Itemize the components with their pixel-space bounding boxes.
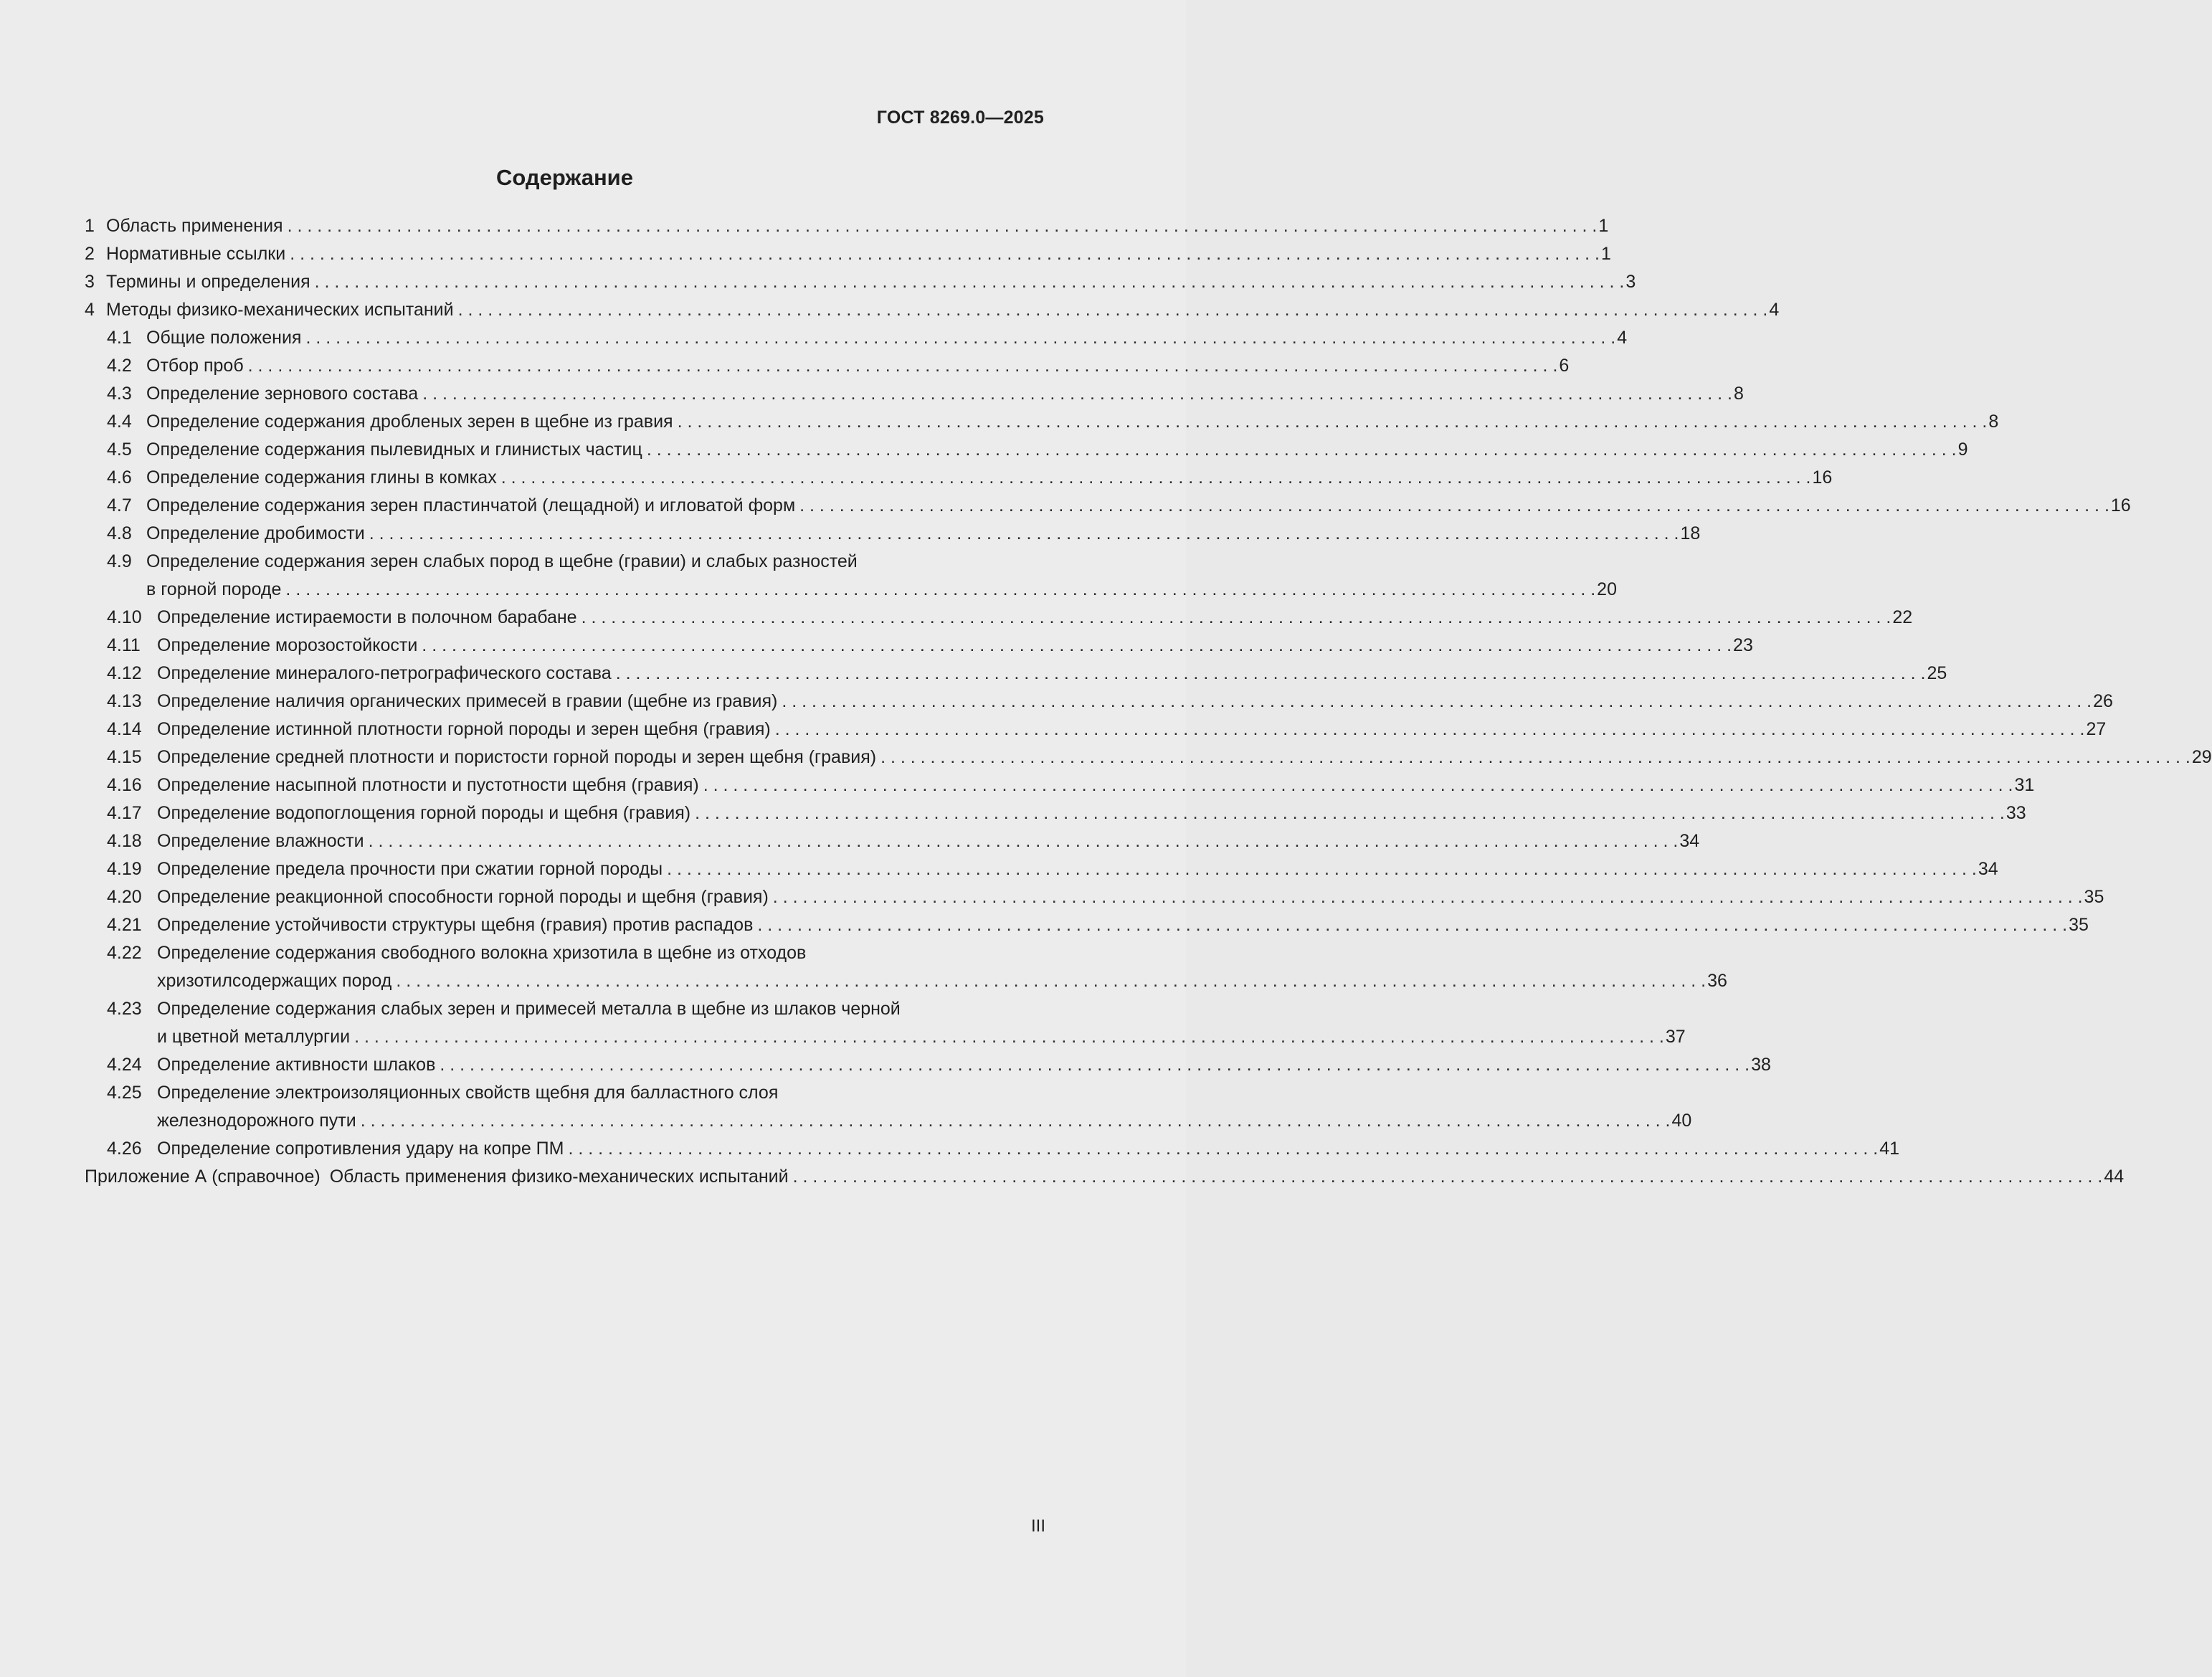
dot-leader: [248, 352, 1558, 380]
toc-entry-4-23[interactable]: [85, 995, 1686, 1051]
toc-entry-title: Область применения физико-механических испытаний: [329, 1167, 789, 1187]
toc-entry-title: Определение устойчивости структуры щебня (гравия) против распадов: [157, 915, 754, 935]
toc-entry-number: 2: [85, 244, 95, 264]
toc-entry-page: 16: [1812, 467, 1833, 488]
toc-entry-title: Термины и определения: [106, 272, 310, 292]
toc-entry-title-line2: хризотилсодержащих пород: [157, 971, 392, 991]
toc-entry-number: 4.2: [107, 356, 132, 376]
toc-entry-number: 4.4: [107, 412, 132, 432]
toc-entry-number: 4.8: [107, 523, 132, 543]
toc-entry-page: 3: [1625, 272, 1636, 292]
dot-leader: [678, 408, 1988, 436]
toc-title: Содержание: [496, 165, 633, 190]
toc-entry-page: 22: [1892, 607, 1913, 627]
toc-entry-title-line1: Определение содержания свободного волокна хризотила в щебне из отходов: [157, 943, 807, 963]
toc-entry-4-5[interactable]: [85, 436, 1968, 464]
dot-leader: [501, 464, 1811, 492]
toc-entry-4-19[interactable]: [85, 855, 1998, 883]
dot-leader: [703, 771, 2013, 799]
toc-entry-number: 4.24: [107, 1055, 142, 1075]
toc-entry-number: 4.20: [107, 887, 142, 907]
toc-entry-page: 38: [1751, 1055, 1771, 1075]
toc-entry-page: 1: [1598, 216, 1609, 236]
toc-entry-title: Область применения: [106, 216, 283, 236]
dot-leader: [667, 855, 1977, 883]
dot-leader: [369, 520, 1679, 548]
toc-entry-page: 20: [1597, 579, 1617, 599]
toc-entry-4-2[interactable]: [85, 352, 1570, 380]
toc-entry-number: 4.6: [107, 467, 132, 488]
toc-entry-title: Определение содержания глины в комках: [146, 467, 497, 488]
toc-entry-4-15[interactable]: [85, 744, 2212, 771]
toc-entry-number: 3: [85, 272, 95, 292]
toc-entry-4-21[interactable]: [85, 911, 2089, 939]
toc-entry-title: Определение содержания зерен пластинчатой (лещадной) и игловатой форм: [146, 495, 796, 516]
toc-entry-4-22[interactable]: [85, 939, 1727, 995]
toc-entry-title: Определение истираемости в полочном барабане: [157, 607, 577, 627]
toc-entry-page: 35: [2084, 887, 2104, 907]
toc-entry-page: 29: [2191, 747, 2212, 767]
toc-entry-title: Нормативные ссылки: [106, 244, 286, 264]
toc-entry-3[interactable]: [85, 268, 1636, 296]
toc-entry-title: Определение дробимости: [146, 523, 365, 543]
toc-entry-number: 4.19: [107, 859, 142, 879]
dot-leader: [775, 716, 2085, 744]
toc-entry-4-16[interactable]: [85, 771, 2035, 799]
toc-entry-page: 33: [2005, 803, 2026, 823]
toc-entry-page: 6: [1559, 356, 1570, 376]
dot-leader: [315, 268, 1625, 296]
toc-entry-number: 4.16: [107, 775, 142, 795]
toc-entry-number: 4.26: [107, 1139, 142, 1159]
toc-entry-number: Приложение А (справочное): [85, 1167, 321, 1187]
dot-leader: [285, 576, 1595, 604]
toc-entry-number: 4.3: [107, 384, 132, 404]
toc-entry-number: 4.10: [107, 607, 142, 627]
toc-entry-page: 40: [1671, 1111, 1692, 1131]
toc-entry-page: 18: [1680, 523, 1701, 543]
toc-entry-number: 4.9: [107, 551, 132, 571]
dot-leader: [782, 688, 2092, 716]
toc-entry-number: 4.1: [107, 328, 132, 348]
toc-entry-page: 41: [1879, 1139, 1900, 1159]
toc-entry-number: 4.7: [107, 495, 132, 516]
toc-entry-title: Определение водопоглощения горной породы и щебня (гравия): [157, 803, 691, 823]
dot-leader: [616, 660, 1926, 688]
dot-leader: [773, 883, 2083, 911]
toc-entry-title: Определение предела прочности при сжатии горной породы: [157, 859, 663, 879]
toc-entry-page: 44: [2104, 1167, 2125, 1187]
toc-entry-title: Определение активности шлаков: [157, 1055, 436, 1075]
dot-leader: [799, 492, 2109, 520]
document-code: ГОСТ 8269.0—2025: [876, 108, 1044, 128]
toc-entry-page: 34: [1679, 831, 1700, 851]
toc-entry-4-24[interactable]: [85, 1051, 1771, 1079]
dot-leader: [369, 827, 1679, 855]
toc-entry-4-11[interactable]: [85, 632, 1753, 660]
toc-entry-4-9[interactable]: [85, 548, 1617, 604]
dot-leader: [647, 436, 1957, 464]
toc-entry-page: 25: [1927, 663, 1947, 683]
toc-entry-4-10[interactable]: [85, 604, 1913, 632]
table-of-contents: [85, 212, 2212, 1191]
toc-entry-4-1[interactable]: [85, 324, 1628, 352]
toc-entry-4[interactable]: [85, 296, 1780, 324]
toc-entry-title: Методы физико-механических испытаний: [106, 300, 454, 320]
toc-entry-page: 16: [2110, 495, 2131, 516]
page-number: III: [1030, 1516, 1045, 1536]
toc-entry-4-20[interactable]: [85, 883, 2104, 911]
toc-entry-page: 27: [2086, 719, 2107, 739]
dot-leader: [793, 1163, 2103, 1191]
toc-entry-title: Определение содержания дробленых зерен в щебне из гравия: [146, 412, 673, 432]
toc-entry-4-17[interactable]: [85, 799, 2026, 827]
toc-entry-page: 34: [1978, 859, 1998, 879]
dot-leader: [354, 1023, 1664, 1051]
toc-entry-title: Отбор проб: [146, 356, 244, 376]
dot-leader: [396, 967, 1706, 995]
toc-entry-number: 4: [85, 300, 95, 320]
toc-entry-number: 1: [85, 216, 95, 236]
toc-entry-title-line2: в горной породе: [146, 579, 282, 599]
toc-entry-number: 4.14: [107, 719, 142, 739]
toc-entry-page: 8: [1988, 412, 1999, 432]
toc-entry-title: Определение содержания пылевидных и глинистых частиц: [146, 440, 642, 460]
toc-entry-page: 23: [1733, 635, 1753, 655]
toc-entry-title-line2: и цветной металлургии: [157, 1027, 351, 1047]
toc-entry-4-8[interactable]: [85, 520, 1701, 548]
toc-entry-title: Определение наличия органических примесей в гравии (щебне из гравия): [157, 691, 778, 711]
toc-entry-1[interactable]: [85, 212, 1609, 240]
toc-entry-page: 31: [2014, 775, 2035, 795]
toc-entry-title: Определение зернового состава: [146, 384, 419, 404]
toc-entry-4-14[interactable]: [85, 716, 2107, 744]
toc-entry-number: 4.13: [107, 691, 142, 711]
dot-leader: [757, 911, 2067, 939]
dot-leader: [568, 1135, 1878, 1163]
toc-entry-title-line1: Определение электроизоляционных свойств щебня для балластного слоя: [157, 1083, 779, 1103]
toc-entry-4-25[interactable]: [85, 1079, 1692, 1135]
toc-entry-title: Определение сопротивления удару на копре ПМ: [157, 1139, 564, 1159]
dot-leader: [422, 632, 1732, 660]
toc-entry-title: Определение минералого-петрографического состава: [157, 663, 612, 683]
toc-entry-4-26[interactable]: [85, 1135, 1900, 1163]
toc-entry-title: Определение средней плотности и пористости горной породы и зерен щебня (гравия): [157, 747, 877, 767]
toc-entry-title: Определение влажности: [157, 831, 364, 851]
toc-entry-4-3[interactable]: [85, 380, 1744, 408]
toc-entry-number: 4.12: [107, 663, 142, 683]
dot-leader: [695, 799, 2005, 827]
toc-entry-page: 8: [1733, 384, 1744, 404]
toc-entry-title: Общие положения: [146, 328, 302, 348]
dot-leader: [880, 744, 2190, 771]
toc-entry-page: 35: [2069, 915, 2089, 935]
toc-entry-4-13[interactable]: [85, 688, 2113, 716]
toc-entry-number: 4.17: [107, 803, 142, 823]
toc-entry-number: 4.5: [107, 440, 132, 460]
toc-entry-appendix-a[interactable]: [85, 1163, 2125, 1191]
toc-entry-page: 37: [1665, 1027, 1686, 1047]
toc-entry-title: Определение морозостойкости: [157, 635, 418, 655]
toc-entry-page: 1: [1600, 244, 1611, 264]
toc-entry-4-12[interactable]: [85, 660, 1947, 688]
dot-leader: [288, 212, 1598, 240]
toc-entry-title: Определение истинной плотности горной породы и зерен щебня (гравия): [157, 719, 771, 739]
toc-entry-title-line1: Определение содержания слабых зерен и примесей металла в щебне из шлаков черной: [157, 999, 901, 1019]
dot-leader: [458, 296, 1768, 324]
dot-leader: [305, 324, 1615, 352]
toc-entry-2[interactable]: [85, 240, 1611, 268]
dot-leader: [290, 240, 1600, 268]
toc-entry-page: 4: [1769, 300, 1780, 320]
toc-entry-page: 4: [1617, 328, 1628, 348]
toc-entry-number: 4.25: [107, 1083, 142, 1103]
toc-entry-title: Определение насыпной плотности и пустотности щебня (гравия): [157, 775, 699, 795]
dot-leader: [422, 380, 1732, 408]
toc-entry-page: 36: [1707, 971, 1727, 991]
toc-entry-number: 4.23: [107, 999, 142, 1019]
dot-leader: [440, 1051, 1750, 1079]
toc-entry-page: 9: [1957, 440, 1968, 460]
toc-entry-number: 4.11: [107, 635, 141, 655]
toc-entry-number: 4.18: [107, 831, 142, 851]
toc-entry-4-7[interactable]: [85, 492, 2131, 520]
toc-entry-title: Определение реакционной способности горной породы и щебня (гравия): [157, 887, 769, 907]
toc-entry-title-line1: Определение содержания зерен слабых пород в щебне (гравии) и слабых разностей: [146, 551, 858, 571]
toc-entry-title-line2: железнодорожного пути: [157, 1111, 356, 1131]
toc-entry-4-18[interactable]: [85, 827, 1700, 855]
toc-entry-number: 4.21: [107, 915, 142, 935]
toc-entry-4-6[interactable]: [85, 464, 1833, 492]
toc-entry-number: 4.15: [107, 747, 142, 767]
toc-entry-4-4[interactable]: [85, 408, 1999, 436]
dot-leader: [582, 604, 1891, 632]
toc-entry-page: 26: [2093, 691, 2113, 711]
toc-entry-number: 4.22: [107, 943, 142, 963]
dot-leader: [361, 1107, 1671, 1135]
